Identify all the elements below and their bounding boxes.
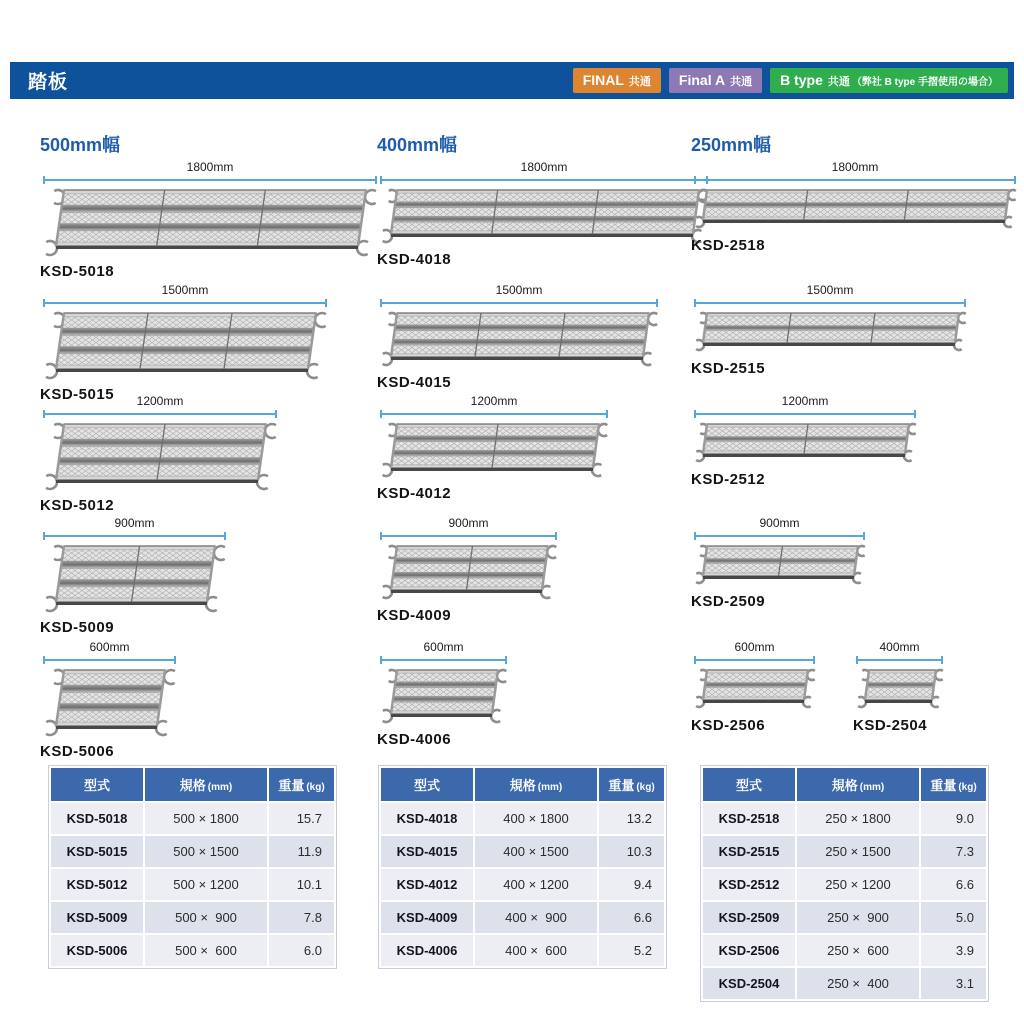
badge-suffix: 共通	[730, 76, 753, 88]
dimension-indicator	[694, 394, 916, 418]
product-KSD-5018	[40, 160, 382, 280]
spec-header-row	[703, 768, 986, 801]
spec-table-1	[378, 765, 667, 969]
plank-image	[377, 187, 713, 247]
dimension-indicator	[694, 516, 865, 540]
product-KSD-5006	[40, 640, 181, 760]
spec-header-cell: 型式	[51, 768, 143, 801]
product-code: KSD-2515	[691, 360, 766, 377]
model-cell: KSD-5009	[51, 902, 143, 933]
dimension-indicator	[380, 394, 608, 418]
dimension-indicator	[43, 394, 277, 418]
model-cell: KSD-4012	[381, 869, 473, 900]
product-code: KSD-4009	[377, 607, 452, 624]
plank-image	[40, 310, 332, 382]
product-KSD-4012	[377, 394, 613, 502]
weight-cell: 10.1	[269, 869, 334, 900]
spec-cell: 500 × 900	[145, 902, 267, 933]
model-cell: KSD-2506	[703, 935, 795, 966]
spec-cell: 500 × 1200	[145, 869, 267, 900]
spec-row	[703, 803, 986, 834]
spec-header-cell: 重量 (kg)	[599, 768, 664, 801]
dimension-line	[694, 299, 966, 307]
spec-cell: 500 × 1500	[145, 836, 267, 867]
product-KSD-4009	[377, 516, 562, 624]
product-KSD-2518	[691, 160, 1021, 254]
section-header-bar	[10, 62, 1014, 99]
product-KSD-2512	[691, 394, 921, 488]
spec-cell: 250 × 1500	[797, 836, 919, 867]
product-code: KSD-4018	[377, 251, 452, 268]
spec-row	[381, 836, 664, 867]
spec-row	[51, 803, 334, 834]
product-KSD-5012	[40, 394, 282, 514]
dimension-label: 600mm	[734, 640, 775, 654]
dimension-label: 1500mm	[806, 283, 854, 297]
dimension-line	[380, 176, 708, 184]
badge-suffix: 共通	[827, 76, 850, 88]
dimension-label: 400mm	[879, 640, 920, 654]
product-code: KSD-2509	[691, 593, 766, 610]
spec-row	[51, 935, 334, 966]
plank-image	[377, 310, 663, 370]
badge-suffix: 共通	[628, 76, 651, 88]
weight-cell: 7.8	[269, 902, 334, 933]
badge-label: B type	[780, 72, 823, 88]
dimension-label: 1200mm	[470, 394, 518, 408]
badge-b-type	[770, 68, 1008, 93]
spec-row	[381, 869, 664, 900]
badge-final-a	[669, 68, 762, 93]
product-code: KSD-5015	[40, 386, 115, 403]
model-cell: KSD-5012	[51, 869, 143, 900]
product-code: KSD-4012	[377, 485, 452, 502]
product-KSD-2515	[691, 283, 971, 377]
spec-cell: 400 × 600	[475, 935, 597, 966]
dimension-label: 900mm	[114, 516, 155, 530]
badge-label: FINAL	[582, 72, 624, 88]
model-cell: KSD-5006	[51, 935, 143, 966]
spec-row	[51, 869, 334, 900]
dimension-line	[43, 299, 327, 307]
model-cell: KSD-2504	[703, 968, 795, 999]
dimension-line	[380, 656, 507, 664]
spec-cell: 250 × 1800	[797, 803, 919, 834]
spec-cell: 250 × 1200	[797, 869, 919, 900]
model-cell: KSD-2509	[703, 902, 795, 933]
dimension-label: 600mm	[423, 640, 464, 654]
spec-header-cell: 規格 (mm)	[475, 768, 597, 801]
product-code: KSD-2512	[691, 471, 766, 488]
spec-cell: 500 × 600	[145, 935, 267, 966]
weight-cell: 7.3	[921, 836, 986, 867]
dimension-label: 1500mm	[161, 283, 209, 297]
badge-label: Final A	[678, 72, 726, 88]
product-KSD-5009	[40, 516, 231, 636]
product-KSD-2504	[853, 640, 948, 734]
dimension-label: 1500mm	[495, 283, 543, 297]
product-code: KSD-4006	[377, 731, 452, 748]
product-KSD-4006	[377, 640, 512, 748]
badge-group	[573, 68, 1014, 93]
column-heading-400mm: 400mm幅	[377, 135, 458, 155]
dimension-indicator	[380, 516, 557, 540]
spec-row	[51, 836, 334, 867]
dimension-indicator	[43, 516, 226, 540]
weight-cell: 10.3	[599, 836, 664, 867]
product-KSD-2506	[691, 640, 820, 734]
plank-image	[691, 543, 870, 589]
spec-cell: 250 × 400	[797, 968, 919, 999]
product-KSD-4018	[377, 160, 713, 268]
spec-row	[381, 902, 664, 933]
dimension-line	[380, 410, 608, 418]
dimension-line	[43, 410, 277, 418]
product-code: KSD-5018	[40, 263, 115, 280]
dimension-label: 1800mm	[186, 160, 234, 174]
spec-header-cell: 規格 (mm)	[797, 768, 919, 801]
dimension-label: 1200mm	[781, 394, 829, 408]
dimension-indicator	[43, 160, 377, 184]
weight-cell: 5.2	[599, 935, 664, 966]
model-cell: KSD-4018	[381, 803, 473, 834]
weight-cell: 5.0	[921, 902, 986, 933]
weight-cell: 13.2	[599, 803, 664, 834]
dimension-line	[694, 176, 1016, 184]
dimension-label: 900mm	[759, 516, 800, 530]
dimension-line	[43, 176, 377, 184]
weight-cell: 11.9	[269, 836, 334, 867]
spec-row	[703, 869, 986, 900]
weight-cell: 9.0	[921, 803, 986, 834]
dimension-line	[380, 299, 658, 307]
product-KSD-4015	[377, 283, 663, 391]
spec-header-cell: 型式	[703, 768, 795, 801]
spec-cell: 400 × 1200	[475, 869, 597, 900]
spec-cell: 500 × 1800	[145, 803, 267, 834]
product-code: KSD-5009	[40, 619, 115, 636]
spec-table-0	[48, 765, 337, 969]
plank-image	[40, 187, 382, 259]
plank-image	[377, 421, 613, 481]
spec-row	[381, 935, 664, 966]
product-KSD-2509	[691, 516, 870, 610]
spec-cell: 250 × 900	[797, 902, 919, 933]
spec-header-row	[381, 768, 664, 801]
model-cell: KSD-2512	[703, 869, 795, 900]
dimension-line	[694, 532, 865, 540]
dimension-indicator	[43, 640, 176, 664]
model-cell: KSD-2518	[703, 803, 795, 834]
spec-cell: 250 × 600	[797, 935, 919, 966]
product-code: KSD-2506	[691, 717, 766, 734]
weight-cell: 3.1	[921, 968, 986, 999]
plank-image	[691, 187, 1021, 233]
dimension-label: 1800mm	[520, 160, 568, 174]
dimension-line	[694, 410, 916, 418]
dimension-indicator	[380, 640, 507, 664]
product-code: KSD-5006	[40, 743, 115, 760]
spec-row	[51, 902, 334, 933]
dimension-indicator	[380, 160, 708, 184]
dimension-label: 1800mm	[831, 160, 879, 174]
spec-header-cell: 重量 (kg)	[921, 768, 986, 801]
product-code: KSD-2504	[853, 717, 928, 734]
product-code: KSD-2518	[691, 237, 766, 254]
model-cell: KSD-5018	[51, 803, 143, 834]
dimension-indicator	[694, 160, 1016, 184]
dimension-indicator	[694, 640, 815, 664]
spec-header-row	[51, 768, 334, 801]
dimension-line	[380, 532, 557, 540]
product-code: KSD-5012	[40, 497, 115, 514]
model-cell: KSD-4015	[381, 836, 473, 867]
weight-cell: 15.7	[269, 803, 334, 834]
dimension-line	[43, 532, 226, 540]
spec-row	[703, 836, 986, 867]
dimension-line	[856, 656, 943, 664]
dimension-line	[694, 656, 815, 664]
model-cell: KSD-4006	[381, 935, 473, 966]
spec-header-cell: 規格 (mm)	[145, 768, 267, 801]
weight-cell: 3.9	[921, 935, 986, 966]
plank-image	[40, 543, 231, 615]
weight-cell: 6.0	[269, 935, 334, 966]
spec-row	[381, 803, 664, 834]
plank-image	[377, 667, 512, 727]
model-cell: KSD-4009	[381, 902, 473, 933]
product-KSD-5015	[40, 283, 332, 403]
spec-table-2	[700, 765, 989, 1002]
dimension-line	[43, 656, 176, 664]
dimension-label: 900mm	[448, 516, 489, 530]
badge-note: （弊社 B type 手摺使用の場合）	[851, 77, 998, 88]
dimension-label: 600mm	[89, 640, 130, 654]
plank-image	[40, 667, 181, 739]
dimension-label: 1200mm	[136, 394, 184, 408]
weight-cell: 6.6	[599, 902, 664, 933]
spec-row	[703, 935, 986, 966]
dimension-indicator	[856, 640, 943, 664]
column-heading-250mm: 250mm幅	[691, 135, 772, 155]
spec-header-cell: 重量 (kg)	[269, 768, 334, 801]
plank-image	[691, 310, 971, 356]
spec-header-cell: 型式	[381, 768, 473, 801]
plank-image	[377, 543, 562, 603]
spec-row	[703, 902, 986, 933]
plank-image	[853, 667, 948, 713]
weight-cell: 9.4	[599, 869, 664, 900]
weight-cell: 6.6	[921, 869, 986, 900]
spec-row	[703, 968, 986, 999]
plank-image	[691, 667, 820, 713]
product-code: KSD-4015	[377, 374, 452, 391]
spec-cell: 400 × 1500	[475, 836, 597, 867]
plank-image	[40, 421, 282, 493]
model-cell: KSD-5015	[51, 836, 143, 867]
dimension-indicator	[380, 283, 658, 307]
dimension-indicator	[43, 283, 327, 307]
badge-final	[573, 68, 661, 93]
spec-cell: 400 × 1800	[475, 803, 597, 834]
plank-image	[691, 421, 921, 467]
model-cell: KSD-2515	[703, 836, 795, 867]
dimension-indicator	[694, 283, 966, 307]
page-title: 踏板	[28, 72, 69, 93]
column-heading-500mm: 500mm幅	[40, 135, 121, 155]
spec-cell: 400 × 900	[475, 902, 597, 933]
